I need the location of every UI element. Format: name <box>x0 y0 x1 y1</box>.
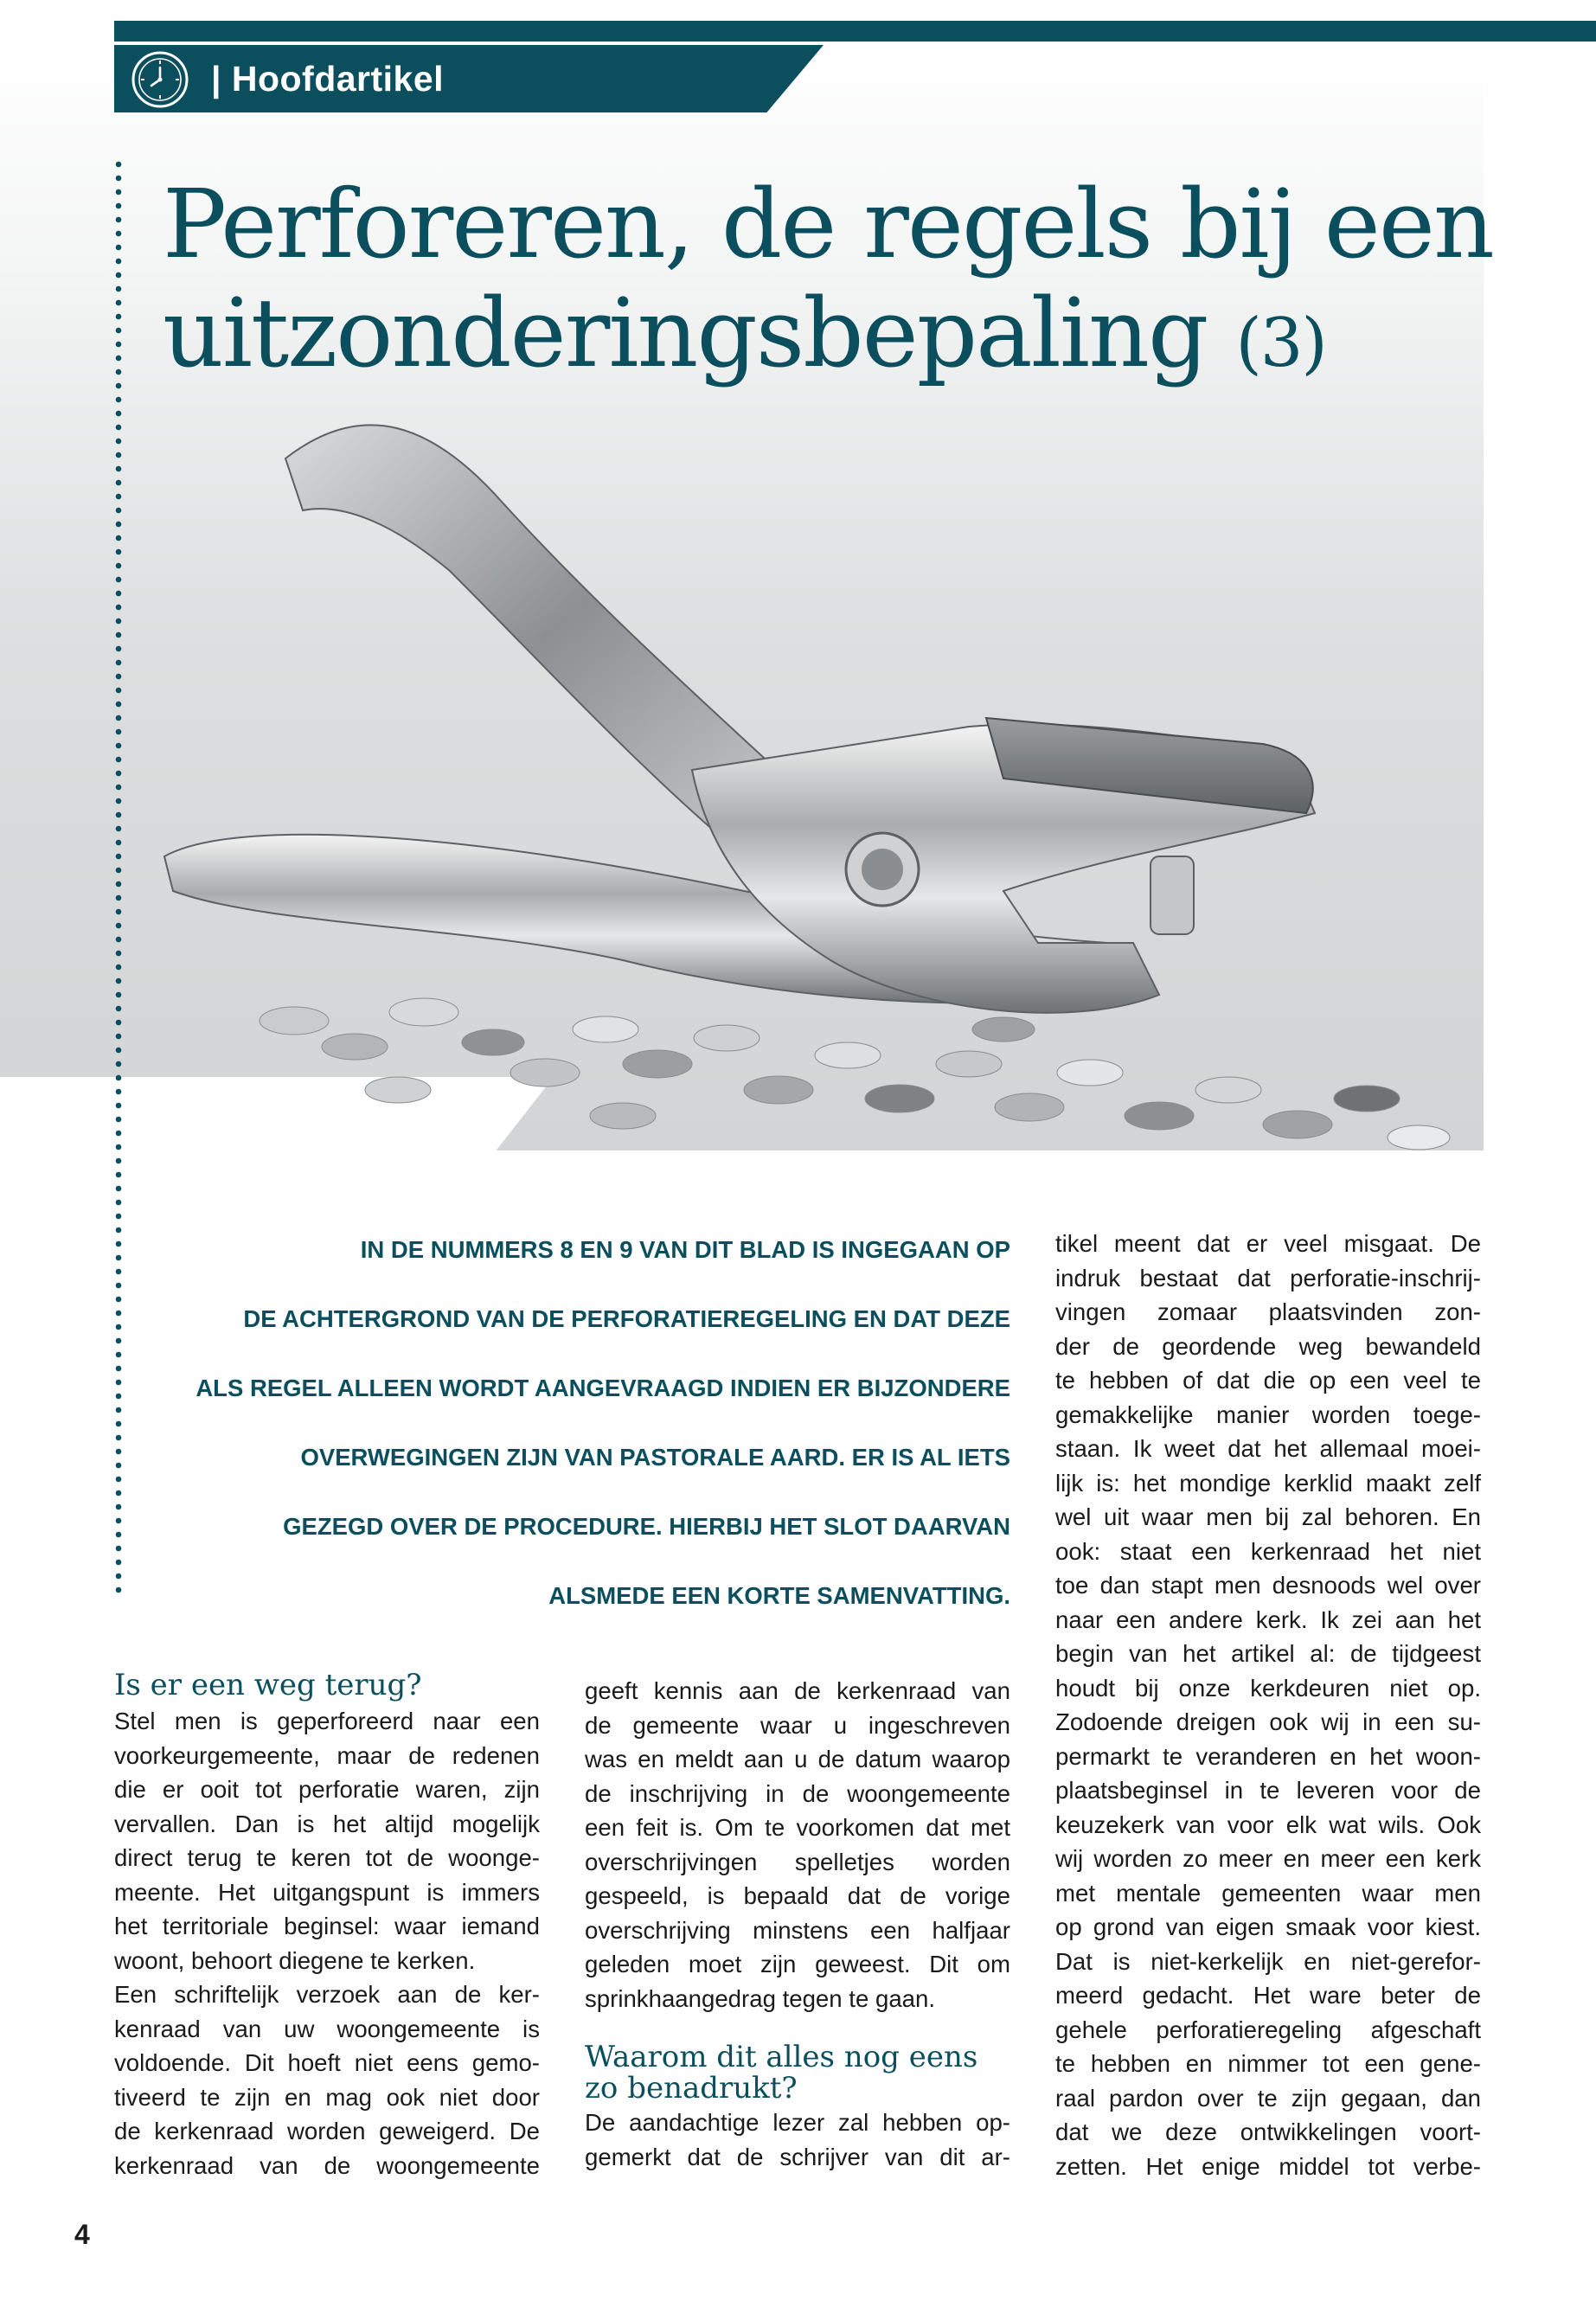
text-line: plaatsbeginsel in te leveren voor de <box>1055 1777 1481 1804</box>
intro-line: GEZEGD OVER DE PROCEDURE. HIERBIJ HET SLOT DAARVAN <box>283 1513 1010 1540</box>
text-line: Dat is niet-kerkelijk en niet-gerefor- <box>1055 1947 1481 1975</box>
title-number: (3) <box>1235 304 1326 382</box>
text-line: Stel men is geperforeerd naar een <box>114 1708 540 1734</box>
text-line: gehele perforatieregeling afgeschaft <box>1055 2016 1481 2043</box>
intro-lead <box>173 1215 1010 1631</box>
subheading-line: zo benadrukt? <box>585 2071 798 2106</box>
text-line: wij worden zo meer en meer een kerk <box>1055 1845 1481 1872</box>
text-line: naar een andere kerk. Ik zei aan het <box>1055 1606 1481 1633</box>
header-stripe <box>114 21 1596 42</box>
title-line-2: uitzonderingsbepaling <box>163 278 1208 388</box>
intro-line: IN DE NUMMERS 8 EN 9 VAN DIT BLAD IS INGEGAAN OP <box>360 1236 1010 1263</box>
text-line: voldoende. Dit hoeft niet eens gemo- <box>114 2049 540 2076</box>
text-line: begin van het artikel al: de tijdgeest <box>1055 1640 1481 1667</box>
text-line: direct terug te keren tot de woonge- <box>114 1844 540 1871</box>
text-line: staan. Ik weet dat het allemaal moei- <box>1055 1435 1481 1462</box>
text-line: indruk bestaat dat perforatie-inschrij- <box>1055 1264 1481 1292</box>
hole-punch-photo <box>138 407 1488 1150</box>
paper-dots <box>260 998 1450 1150</box>
text-line: met mentale gemeenten waar men <box>1055 1879 1481 1907</box>
text-line: geleden moet zijn geweest. Dit om <box>585 1951 1010 1977</box>
column-3 <box>1055 1227 1481 2183</box>
text-line: kenraad van uw woongemeente is <box>114 2015 540 2042</box>
text-line: permarkt te veranderen en het woon- <box>1055 1742 1481 1770</box>
text-line: Een schriftelijk verzoek aan de ker- <box>114 1981 540 2008</box>
text-line: De aandachtige lezer zal hebben op- <box>585 2109 1010 2136</box>
text-line: geeft kennis aan de kerkenraad van <box>585 1677 1010 1704</box>
text-line: lijk is: het mondige kerklid maakt zelf <box>1055 1469 1481 1497</box>
intro-line: DE ACHTERGROND VAN DE PERFORATIEREGELING EN DAT DEZE <box>243 1305 1010 1332</box>
text-line: sprinkhaangedrag tegen te gaan. <box>585 1984 936 2012</box>
text-line: keuzekerk van voor elk wat wils. Ook <box>1055 1811 1481 1838</box>
text-line: gemerkt dat de schrijver van dit ar- <box>585 2143 1010 2170</box>
subheading-line: Waarom dit alles nog eens <box>585 2040 978 2074</box>
text-line: kerkenraad van de woongemeente <box>114 2151 540 2179</box>
text-line: meerd gedacht. Het ware beter de <box>1055 1982 1481 2009</box>
text-line: toe dan stapt men desnoods wel over <box>1055 1572 1481 1599</box>
text-line: tikel meent dat er veel misgaat. De <box>1055 1230 1481 1257</box>
text-line: overschrijvingen spelletjes worden <box>585 1848 1010 1875</box>
text-line: de kerkenraad worden geweigerd. De <box>114 2118 540 2144</box>
title-line-1: Perforeren, de regels bij een <box>163 169 1493 279</box>
text-line: vervallen. Dan is het altijd mogelijk <box>114 1810 540 1837</box>
intro-line: OVERWEGINGEN ZIJN VAN PASTORALE AARD. ER IS AL IETS <box>300 1444 1010 1471</box>
text-line: wel uit waar men bij zal behoren. En <box>1055 1503 1481 1530</box>
text-line: gespeeld, is bepaald dat de vorige <box>585 1882 1010 1909</box>
text-line: der de geordende weg bewandeld <box>1055 1332 1481 1360</box>
text-line: te hebben en nimmer tot een gene- <box>1055 2050 1481 2077</box>
text-line: woont, behoort diegene te kerken. <box>114 1946 476 1974</box>
article-title <box>163 170 1503 398</box>
text-line: tiveerd te zijn en mag ook niet door <box>114 2083 540 2111</box>
text-line: was en meldt aan u de datum waarop <box>585 1746 1010 1772</box>
text-line: Zodoende dreigen ook wij in een su- <box>1055 1708 1481 1735</box>
text-line: het territoriale beginsel: waar iemand <box>114 1913 540 1939</box>
page-number: 4 <box>74 2219 90 2250</box>
text-line: de gemeente waar u ingeschreven <box>585 1711 1010 1739</box>
text-line: de inschrijving in de woongemeente <box>585 1779 1010 1807</box>
text-line: dat we deze ontwikkelingen voort- <box>1055 2118 1481 2145</box>
subheading-waarom <box>585 2041 1010 2104</box>
intro-line: ALSMEDE EEN KORTE SAMENVATTING. <box>548 1582 1010 1609</box>
subheading-weg-terug: Is er een weg terug? <box>114 1668 422 1702</box>
text-line: zetten. Het enige middel tot verbe- <box>1055 2152 1481 2180</box>
text-line: gemakkelijke manier worden toege- <box>1055 1400 1481 1428</box>
text-line: ook: staat een kerkenraad het niet <box>1055 1537 1481 1565</box>
section-label: | Hoofdartikel <box>211 59 445 99</box>
text-line: een feit is. Om te voorkomen dat met <box>585 1814 1010 1841</box>
text-line: overschrijving minstens een halfjaar <box>585 1916 1010 1944</box>
text-line: voorkeurgemeente, maar de redenen <box>114 1741 540 1769</box>
text-line: vingen zomaar plaatsvinden zon- <box>1055 1298 1481 1325</box>
column-1 <box>114 1670 540 2182</box>
text-line: meente. Het uitgangspunt is immers <box>114 1878 540 1906</box>
text-line: houdt bij onze kerkdeuren niet op. <box>1055 1674 1481 1702</box>
intro-line: ALS REGEL ALLEEN WORDT AANGEVRAAGD INDIEN ER BIJZONDERE <box>195 1375 1010 1401</box>
dotted-margin-line <box>115 157 122 1593</box>
text-line: te hebben of dat die op een veel te <box>1055 1367 1481 1394</box>
clock-icon <box>128 48 192 112</box>
column-2 <box>585 1674 1010 2174</box>
text-line: die er ooit tot perforatie waren, zijn <box>114 1776 540 1803</box>
text-line: op grond van eigen smaak voor kiest. <box>1055 1913 1481 1940</box>
text-line: raal pardon over te zijn gegaan, dan <box>1055 2084 1481 2112</box>
